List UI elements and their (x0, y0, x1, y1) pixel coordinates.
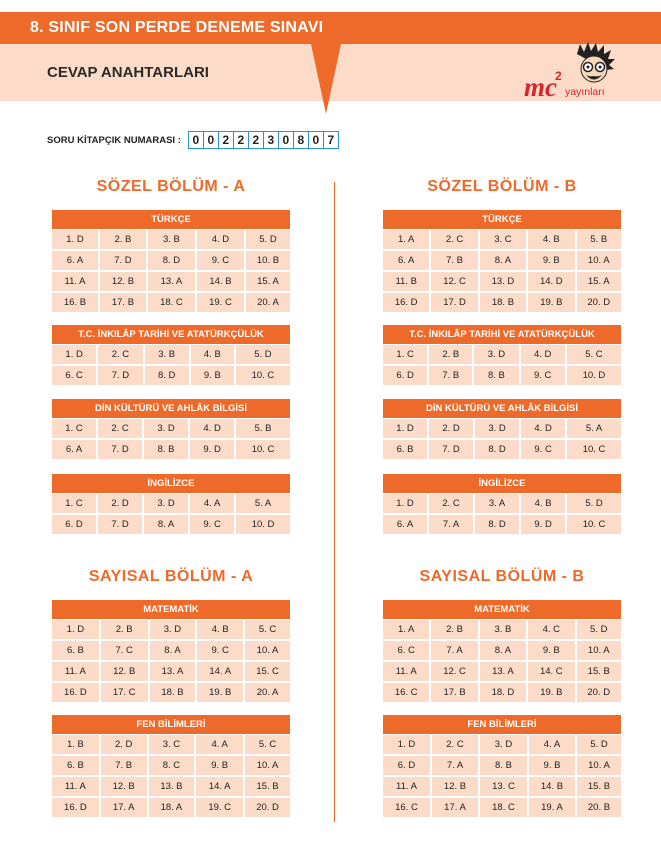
answer-cell: 17. C (101, 683, 150, 702)
answer-cell: 3. D (144, 419, 190, 438)
answer-cell: 8. D (475, 440, 521, 459)
subject-header: TÜRKÇE (383, 210, 621, 229)
answer-cell: 13. D (480, 272, 528, 291)
answer-row (52, 419, 290, 438)
answer-block (52, 325, 290, 387)
answer-row (383, 440, 621, 459)
answer-cell: 1. D (383, 419, 429, 438)
answer-cell: 6. A (52, 251, 100, 270)
answer-cell: 7. D (98, 515, 144, 534)
answer-cell: 8. D (145, 366, 191, 385)
answer-row (383, 777, 621, 796)
answer-cell: 5. A (567, 419, 621, 438)
answer-block (383, 474, 621, 536)
answer-cell: 3. D (474, 345, 520, 364)
answer-cell: 16. D (52, 683, 101, 702)
answer-table (383, 492, 621, 536)
answer-row (383, 735, 621, 754)
page-subtitle: CEVAP ANAHTARLARI (47, 64, 209, 81)
answer-row (383, 230, 621, 249)
answer-cell: 8. B (474, 366, 520, 385)
answer-cell: 14. C (528, 662, 576, 681)
answer-cell: 3. D (150, 620, 198, 639)
answer-cell: 3. D (144, 494, 190, 513)
answer-table (383, 733, 621, 819)
answer-table (383, 618, 621, 704)
answer-cell: 1. A (383, 230, 431, 249)
booklet-number-row (47, 131, 339, 149)
answer-cell: 13. C (480, 777, 529, 796)
answer-cell: 19. A (529, 798, 577, 817)
subject-header: DİN KÜLTÜRÜ VE AHLÂK BİLGİSİ (383, 399, 621, 418)
answer-cell: 7. A (432, 756, 480, 775)
answer-cell: 12. C (431, 272, 479, 291)
answer-cell: 20. D (577, 293, 622, 312)
mc2-logo (522, 40, 622, 104)
answer-row (52, 515, 290, 534)
answer-cell: 1. D (383, 735, 432, 754)
answer-cell: 8. A (480, 641, 528, 660)
answer-cell: 10. A (577, 251, 622, 270)
subject-header: T.C. İNKILÂP TARİHİ VE ATATÜRKÇÜLÜK (383, 325, 621, 344)
answer-cell: 4. D (521, 345, 567, 364)
answer-row (383, 798, 621, 817)
answer-block (52, 715, 290, 819)
answer-cell: 2. B (100, 230, 148, 249)
answer-cell: 10. D (567, 366, 621, 385)
answer-row (52, 440, 290, 459)
answer-cell: 3. C (480, 230, 528, 249)
booklet-digit: 3 (264, 132, 279, 148)
answer-cell: 9. C (521, 440, 567, 459)
answer-cell: 1. B (52, 735, 101, 754)
answer-cell: 7. B (101, 756, 149, 775)
answer-cell: 1. D (52, 620, 101, 639)
answer-cell: 9. B (528, 251, 576, 270)
answer-table (52, 618, 290, 704)
answer-cell: 15. A (246, 272, 290, 291)
answer-table (52, 492, 290, 536)
answer-row (383, 293, 621, 312)
answer-cell: 15. A (577, 272, 622, 291)
exam-title: 8. SINIF SON PERDE DENEME SINAVI (30, 19, 324, 36)
answer-cell: 16. C (383, 683, 431, 702)
answer-cell: 19. C (197, 293, 246, 312)
answer-row (383, 641, 621, 660)
answer-cell: 13. A (150, 662, 198, 681)
answer-cell: 18. B (480, 293, 528, 312)
logo-superscript: 2 (555, 69, 562, 83)
answer-cell: 10. D (236, 515, 290, 534)
answer-block (383, 325, 621, 387)
answer-cell: 15. B (245, 777, 290, 796)
answer-row (52, 345, 290, 364)
answer-row (383, 251, 621, 270)
answer-cell: 16. D (52, 798, 101, 817)
answer-cell: 2. C (431, 230, 479, 249)
answer-cell: 1. A (383, 620, 431, 639)
answer-row (383, 756, 621, 775)
answer-cell: 8. B (480, 756, 529, 775)
answer-row (52, 777, 290, 796)
answer-cell: 7. D (429, 440, 475, 459)
answer-cell: 4. B (197, 620, 245, 639)
subject-header: DİN KÜLTÜRÜ VE AHLÂK BİLGİSİ (52, 399, 290, 418)
answer-row (52, 756, 290, 775)
section-title: SAYISAL BÖLÜM - A (88, 568, 254, 585)
answer-cell: 2. C (432, 735, 480, 754)
subject-header: İNGİLİZCE (52, 474, 290, 493)
answer-cell: 6. B (383, 440, 429, 459)
answer-cell: 14. B (529, 777, 577, 796)
answer-cell: 14. A (196, 777, 245, 796)
answer-row (383, 662, 621, 681)
booklet-number-boxes (188, 131, 339, 149)
answer-cell: 2. B (101, 620, 150, 639)
answer-cell: 20. A (246, 293, 290, 312)
answer-cell: 3. B (145, 345, 191, 364)
answer-cell: 9. B (191, 366, 236, 385)
answer-cell: 14. D (528, 272, 576, 291)
answer-cell: 9. D (190, 440, 236, 459)
answer-cell: 1. D (52, 230, 100, 249)
answer-cell: 7. B (431, 251, 479, 270)
answer-cell: 10. A (245, 756, 290, 775)
answer-cell: 8. C (149, 756, 197, 775)
section-title: SÖZEL BÖLÜM - A (96, 178, 246, 195)
answer-cell: 6. A (383, 515, 429, 534)
answer-cell: 5. A (236, 494, 290, 513)
answer-row (383, 419, 621, 438)
answer-cell: 2. B (429, 345, 474, 364)
answer-cell: 15. C (245, 662, 290, 681)
answer-block (383, 210, 621, 314)
answer-table (52, 228, 290, 314)
answer-cell: 10. C (236, 366, 290, 385)
answer-cell: 17. B (100, 293, 148, 312)
subject-header: İNGİLİZCE (383, 474, 621, 493)
answer-table (383, 417, 621, 461)
answer-cell: 14. A (197, 662, 245, 681)
answer-cell: 9. C (521, 366, 567, 385)
answer-cell: 11. A (52, 662, 101, 681)
answer-cell: 15. B (577, 777, 621, 796)
answer-cell: 4. D (521, 419, 567, 438)
answer-cell: 16. B (52, 293, 100, 312)
answer-cell: 1. D (52, 345, 98, 364)
answer-cell: 2. C (98, 419, 144, 438)
answer-cell: 9. C (197, 251, 246, 270)
booklet-digit: 2 (249, 132, 264, 148)
answer-cell: 8. D (475, 515, 521, 534)
answer-cell: 17. D (431, 293, 479, 312)
answer-cell: 1. C (52, 494, 98, 513)
answer-cell: 4. B (528, 230, 576, 249)
answer-cell: 6. B (52, 756, 101, 775)
answer-block (383, 600, 621, 704)
answer-cell: 1. D (383, 494, 429, 513)
answer-cell: 16. D (383, 293, 431, 312)
answer-cell: 17. B (431, 683, 479, 702)
answer-row (52, 230, 290, 249)
answer-cell: 5. B (236, 419, 290, 438)
answer-cell: 19. C (196, 798, 245, 817)
answer-cell: 5. C (567, 345, 621, 364)
answer-table (383, 343, 621, 387)
answer-cell: 20. A (245, 683, 290, 702)
answer-cell: 13. A (148, 272, 197, 291)
answer-cell: 6. D (383, 366, 429, 385)
answer-cell: 10. B (246, 251, 290, 270)
answer-cell: 7. D (100, 251, 148, 270)
answer-cell: 6. B (52, 641, 101, 660)
answer-cell: 20. B (577, 798, 621, 817)
answer-row (52, 366, 290, 385)
header-triangle-decoration (311, 44, 341, 114)
answer-table (383, 228, 621, 314)
answer-cell: 10. A (245, 641, 290, 660)
answer-cell: 2. B (431, 620, 479, 639)
answer-cell: 4. B (521, 494, 567, 513)
booklet-digit: 0 (204, 132, 219, 148)
answer-cell: 4. C (528, 620, 576, 639)
answer-row (383, 515, 621, 534)
booklet-digit: 2 (234, 132, 249, 148)
answer-cell: 1. C (52, 419, 98, 438)
answer-cell: 10. C (236, 440, 290, 459)
answer-cell: 3. B (148, 230, 197, 249)
answer-cell: 2. D (101, 735, 149, 754)
answer-row (52, 293, 290, 312)
answer-cell: 12. B (100, 272, 148, 291)
answer-row (383, 272, 621, 291)
booklet-digit: 2 (219, 132, 234, 148)
answer-cell: 9. B (528, 641, 576, 660)
section-title: SAYISAL BÖLÜM - B (419, 568, 585, 585)
answer-cell: 7. B (429, 366, 474, 385)
answer-cell: 12. B (432, 777, 480, 796)
answer-block (383, 399, 621, 461)
answer-cell: 2. C (98, 345, 144, 364)
answer-cell: 19. B (197, 683, 245, 702)
answer-cell: 11. B (383, 272, 431, 291)
answer-cell: 4. A (190, 494, 236, 513)
answer-cell: 3. B (480, 620, 528, 639)
booklet-digit: 7 (327, 133, 335, 147)
answer-cell: 10. C (567, 515, 621, 534)
answer-cell: 18. C (148, 293, 197, 312)
answer-cell: 7. A (431, 641, 479, 660)
subject-header: T.C. İNKILÂP TARİHİ VE ATATÜRKÇÜLÜK (52, 325, 290, 344)
answer-cell: 18. C (480, 798, 529, 817)
answer-cell: 15. B (577, 662, 622, 681)
mascot-icon (577, 42, 615, 82)
answer-cell: 11. A (52, 272, 100, 291)
answer-cell: 8. A (150, 641, 198, 660)
answer-row (52, 798, 290, 817)
answer-cell: 6. C (52, 366, 98, 385)
answer-row (383, 494, 621, 513)
answer-cell: 18. A (149, 798, 197, 817)
answer-cell: 5. D (577, 620, 622, 639)
answer-cell: 3. D (480, 735, 529, 754)
answer-cell: 4. D (197, 230, 246, 249)
subject-header: FEN BİLİMLERİ (383, 715, 621, 734)
answer-cell: 6. D (383, 756, 432, 775)
answer-cell: 12. B (101, 662, 150, 681)
answer-cell: 12. C (431, 662, 479, 681)
answer-cell: 6. C (383, 641, 431, 660)
booklet-digit: 0 (189, 132, 204, 148)
answer-cell: 7. A (429, 515, 475, 534)
answer-cell: 3. C (149, 735, 197, 754)
answer-cell: 3. D (475, 419, 521, 438)
answer-block (383, 715, 621, 819)
answer-table (52, 343, 290, 387)
answer-cell: 3. A (475, 494, 521, 513)
answer-cell: 5. C (245, 620, 290, 639)
answer-cell: 9. C (197, 641, 245, 660)
answer-table (52, 417, 290, 461)
subject-header: MATEMATİK (383, 600, 621, 619)
answer-row (383, 620, 621, 639)
answer-block (52, 399, 290, 461)
answer-cell: 9. B (529, 756, 577, 775)
section-title: SÖZEL BÖLÜM - B (427, 178, 577, 195)
answer-cell: 20. D (245, 798, 290, 817)
answer-row (52, 641, 290, 660)
answer-cell: 5. B (577, 230, 622, 249)
answer-row (383, 366, 621, 385)
answer-cell: 17. A (432, 798, 480, 817)
booklet-digit: 8 (294, 132, 309, 148)
answer-cell: 6. A (383, 251, 431, 270)
booklet-digit: 0 (309, 132, 324, 148)
answer-cell: 5. D (577, 735, 621, 754)
answer-row (52, 251, 290, 270)
answer-cell: 18. D (480, 683, 528, 702)
answer-table (52, 733, 290, 819)
answer-cell: 5. C (245, 735, 290, 754)
answer-cell: 2. D (429, 419, 475, 438)
answer-cell: 19. B (528, 293, 576, 312)
answer-cell: 10. C (567, 440, 621, 459)
answer-cell: 5. D (567, 494, 621, 513)
answer-cell: 9. C (190, 515, 236, 534)
answer-cell: 4. D (190, 419, 236, 438)
answer-cell: 2. C (429, 494, 475, 513)
answer-cell: 11. A (383, 662, 431, 681)
answer-cell: 8. A (480, 251, 528, 270)
answer-cell: 4. A (529, 735, 577, 754)
answer-cell: 1. C (383, 345, 429, 364)
answer-cell: 5. D (246, 230, 290, 249)
answer-cell: 12. B (101, 777, 149, 796)
answer-cell: 19. B (528, 683, 576, 702)
answer-row (52, 272, 290, 291)
answer-row (52, 683, 290, 702)
answer-block (52, 474, 290, 536)
answer-row (383, 683, 621, 702)
answer-cell: 14. B (197, 272, 246, 291)
answer-cell: 13. B (149, 777, 197, 796)
answer-cell: 5. D (236, 345, 290, 364)
answer-row (52, 620, 290, 639)
answer-cell: 10. A (577, 641, 622, 660)
answer-cell: 4. B (191, 345, 236, 364)
answer-cell: 9. D (521, 515, 567, 534)
answer-row (52, 735, 290, 754)
answer-cell: 16. C (383, 798, 432, 817)
answer-cell: 8. B (144, 440, 190, 459)
answer-cell: 11. A (383, 777, 432, 796)
logo-brand: mc (524, 72, 557, 102)
answer-row (383, 345, 621, 364)
subject-header: MATEMATİK (52, 600, 290, 619)
answer-block (52, 600, 290, 704)
answer-row (52, 662, 290, 681)
answer-row (52, 494, 290, 513)
answer-cell: 10. A (577, 756, 621, 775)
answer-cell: 9. B (196, 756, 245, 775)
booklet-digit: 0 (279, 132, 294, 148)
answer-cell: 11. A (52, 777, 101, 796)
answer-cell: 4. A (196, 735, 245, 754)
answer-block (52, 210, 290, 314)
booklet-number-label: SORU KİTAPÇIK NUMARASI : (47, 134, 181, 146)
answer-cell: 7. D (98, 440, 144, 459)
subject-header: TÜRKÇE (52, 210, 290, 229)
answer-cell: 20. D (577, 683, 622, 702)
logo-tagline: yayınları (565, 86, 605, 98)
column-divider (334, 182, 335, 822)
answer-cell: 7. C (101, 641, 150, 660)
answer-cell: 7. D (98, 366, 144, 385)
answer-cell: 17. A (101, 798, 149, 817)
answer-cell: 6. A (52, 440, 98, 459)
answer-cell: 8. A (144, 515, 190, 534)
answer-cell: 8. D (148, 251, 197, 270)
answer-cell: 13. A (480, 662, 528, 681)
subject-header: FEN BİLİMLERİ (52, 715, 290, 734)
answer-cell: 18. B (150, 683, 198, 702)
answer-cell: 2. D (98, 494, 144, 513)
answer-cell: 6. D (52, 515, 98, 534)
